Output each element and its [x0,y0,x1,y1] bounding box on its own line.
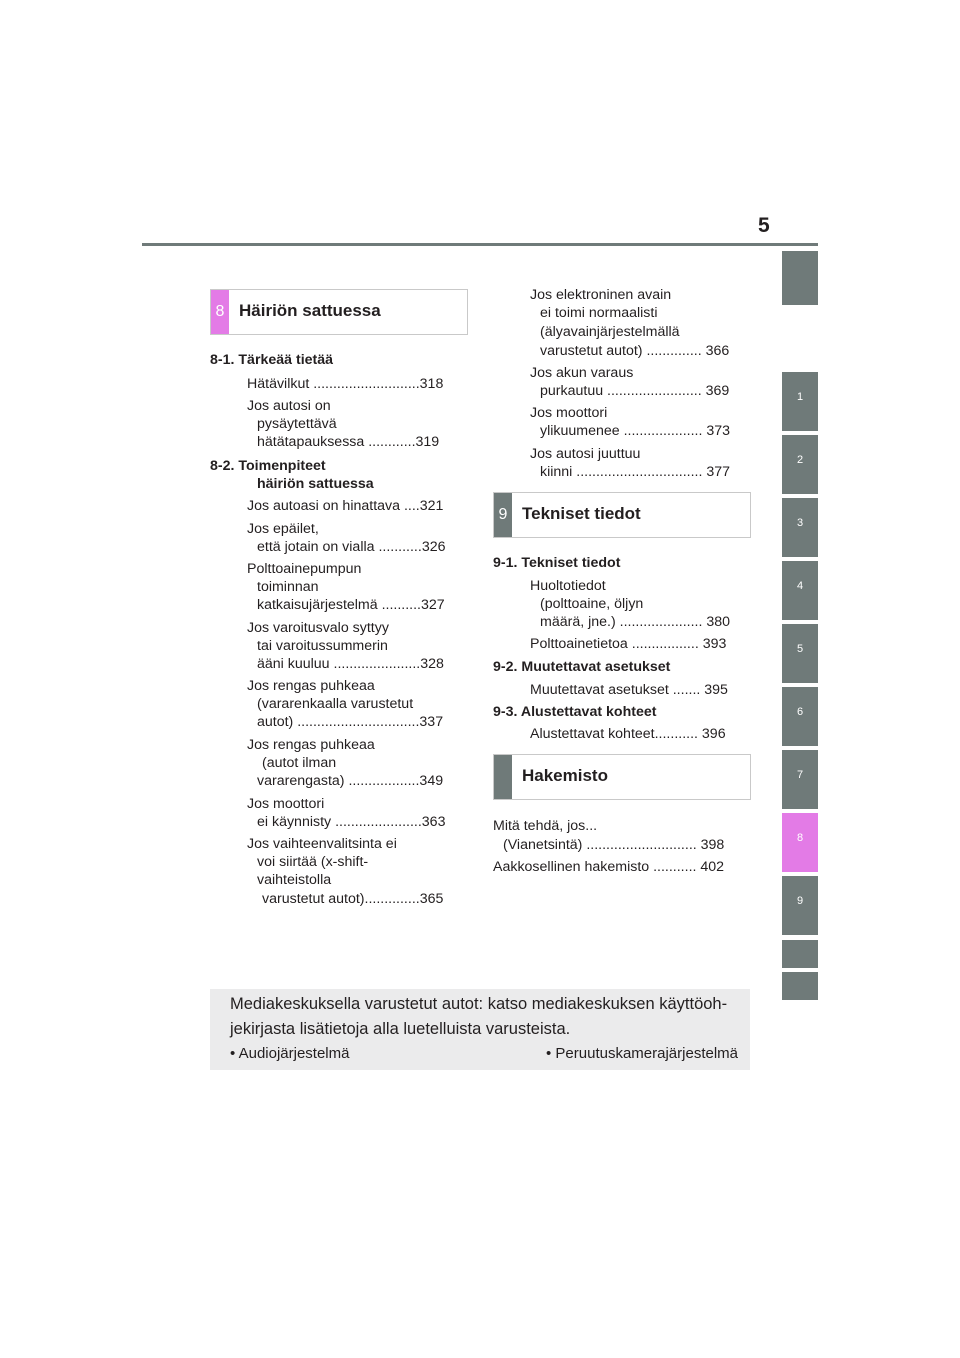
toc-entry[interactable]: ei toimi normaalisti [540,305,658,321]
toc-entry[interactable]: (Vianetsintä) ............................ 398 [503,837,725,853]
subsection-heading: häiriön sattuessa [257,476,374,492]
subsection-heading: 9-3. Alustettavat kohteet [493,704,657,720]
chapter-tab-2[interactable]: 2 [782,435,818,494]
page-number: 5 [758,214,770,237]
chapter-tab-6[interactable]: 6 [782,687,818,746]
toc-entry[interactable]: kiinni ................................ 377 [540,464,731,480]
index-header[interactable] [493,754,751,800]
toc-entry[interactable]: Jos varoitusvalo syttyy [247,620,389,636]
toc-entry[interactable]: pysäytettävä [257,416,337,432]
toc-entry[interactable]: Alustettavat kohteet........... 396 [530,726,726,742]
toc-entry[interactable]: (vararenkaalla varustetut [257,696,414,712]
section-number: 8 [211,290,229,334]
toc-entry[interactable]: (autot ilman [262,755,337,771]
toc-entry[interactable]: Jos moottori [247,796,325,812]
toc-entry[interactable]: autot) ...............................337 [257,714,444,730]
toc-entry[interactable]: voi siirtää (x-shift- [257,854,369,870]
toc-entry[interactable]: Jos epäilet, [247,521,319,537]
toc-entry[interactable]: Jos vaihteenvalitsinta ei [247,836,397,852]
toc-entry[interactable]: Jos akun varaus [530,365,634,381]
toc-entry[interactable]: ei käynnisty ......................363 [257,814,446,830]
media-note-box [210,989,750,1070]
toc-entry[interactable]: hätätapauksessa ............319 [257,434,440,450]
subsection-heading: 9-1. Tekniset tiedot [493,555,621,571]
toc-entry[interactable]: Mitä tehdä, jos... [493,818,598,834]
toc-entry[interactable]: Jos autoasi on hinattava ....321 [247,498,444,514]
note-text: jekirjasta lisätietoja alla luetelluista varusteista. [230,1020,571,1038]
toc-entry[interactable]: (älyavainjärjestelmällä [540,324,680,340]
chapter-tab-7[interactable]: 7 [782,750,818,809]
toc-entry[interactable]: Jos rengas puhkeaa [247,737,375,753]
toc-entry[interactable]: Polttoainepumpun [247,561,362,577]
toc-entry[interactable]: että jotain on vialla ...........326 [257,539,446,555]
toc-entry[interactable]: Jos moottori [530,405,608,421]
chapter-tab-blank[interactable] [782,940,818,968]
section-number: 9 [494,493,512,537]
subsection-heading: 9-2. Muutettavat asetukset [493,659,671,675]
section-9-header[interactable] [493,492,751,538]
toc-entry[interactable]: ylikuumenee .................... 373 [540,423,731,439]
toc-entry[interactable]: Hätävilkut ...........................318 [247,376,444,392]
toc-entry[interactable]: vararengasta) ..................349 [257,773,444,789]
chapter-tab-blank[interactable] [782,972,818,1000]
section-8-header[interactable] [210,289,468,335]
toc-entry[interactable]: Jos autosi on [247,398,331,414]
toc-entry[interactable]: Jos autosi juuttuu [530,446,641,462]
toc-entry[interactable]: (polttoaine, öljyn [540,596,644,612]
chapter-tab-5[interactable]: 5 [782,624,818,683]
toc-entry[interactable]: ääni kuuluu ......................328 [257,656,444,672]
toc-entry[interactable]: Huoltotiedot [530,578,606,594]
section-title: Häiriön sattuessa [239,301,381,320]
header-rule [142,243,818,246]
toc-entry[interactable]: vaihteistolla [257,872,332,888]
chapter-tab-8[interactable]: 8 [782,813,818,872]
toc-entry[interactable]: Jos rengas puhkeaa [247,678,375,694]
chapter-tab-blank[interactable] [782,251,818,305]
toc-entry[interactable]: katkaisujärjestelmä ..........327 [257,597,445,613]
subsection-heading: 8-1. Tärkeää tietää [210,352,334,368]
toc-entry[interactable]: Muutettavat asetukset ....... 395 [530,682,728,698]
section-marker [494,755,512,799]
chapter-tab-9[interactable]: 9 [782,876,818,935]
toc-entry[interactable]: varustetut autot)..............365 [262,891,444,907]
section-title: Hakemisto [522,766,608,785]
chapter-tab-1[interactable]: 1 [782,372,818,431]
toc-entry[interactable]: tai varoitussummerin [257,638,388,654]
toc-entry[interactable]: Jos elektroninen avain [530,287,672,303]
toc-entry[interactable]: purkautuu ........................ 369 [540,383,730,399]
toc-entry[interactable]: varustetut autot) .............. 366 [540,343,730,359]
toc-entry[interactable]: Aakkosellinen hakemisto ........... 402 [493,859,725,875]
note-text: Mediakeskuksella varustetut autot: katso mediakeskuksen käyttöoh- [230,995,728,1013]
toc-entry[interactable]: määrä, jne.) ..................... 380 [540,614,731,630]
toc-entry[interactable]: toiminnan [257,579,319,595]
chapter-tab-3[interactable]: 3 [782,498,818,557]
chapter-tab-4[interactable]: 4 [782,561,818,620]
toc-entry[interactable]: Polttoainetietoa ................. 393 [530,636,727,652]
note-item: • Audiojärjestelmä [230,1045,350,1062]
note-item: • Peruutuskamerajärjestelmä [546,1045,738,1062]
section-title: Tekniset tiedot [522,504,641,523]
subsection-heading: 8-2. Toimenpiteet [210,458,326,474]
